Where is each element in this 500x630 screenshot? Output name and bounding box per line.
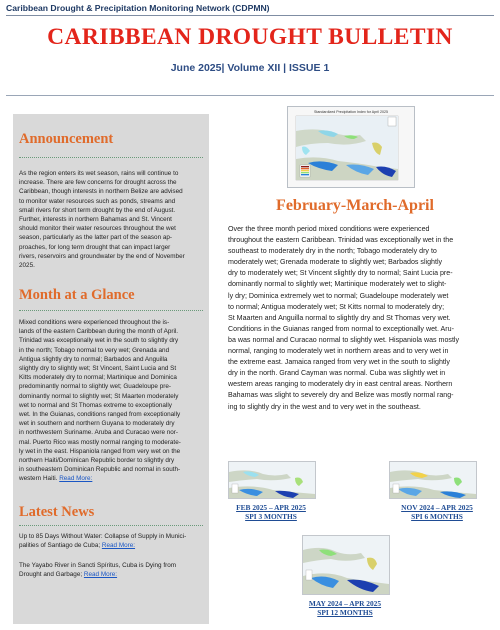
spi-april-map (287, 106, 415, 188)
news-item: The Yayabo River in Sancti Spíritus, Cuba is Dying from Drought and Garbage; Read More: (19, 562, 177, 579)
announcement-divider (19, 157, 203, 158)
month-at-glance-read-more-link[interactable]: Read More: (59, 475, 93, 483)
month-at-glance-heading: Month at a Glance (19, 287, 135, 303)
news-read-more-link[interactable]: Read More: (83, 571, 118, 579)
news-item: Up to 85 Days Without Water: Collapse of Supply in Munici- palities of Santiago de Cuba; Read More: (19, 533, 187, 550)
latest-news-divider (19, 525, 203, 526)
announcement-heading: Announcement (19, 131, 114, 147)
header-divider (6, 15, 494, 16)
spi-3-month-caption[interactable]: FEB 2025 – APR 2025 SPI 3 MONTHS (236, 503, 306, 522)
bulletin-title: CARIBBEAN DROUGHT BULLETIN (47, 24, 453, 50)
three-month-summary: Over the three month period mixed conditions were experienced throughout the eastern Caribbean. Trinidad was exceptionally wet in the southeast to moderately dry in the north; Tobago moderately dry to moderately wet; Grenada moderate to slightly wet; Barbados slightly dry to moderately wet; St Vincent slightly dry to normal; Saint Lucia pre- dominantly normal to slightly wet; Martinique moderately wet to slight- ly dry; Dominica extremely wet to normal; Guadeloupe moderately wet to normal; Antigua moderately wet; St Kitts normal to moderately dry; St Maarten and Anguilla normal to slightly dry and St Thomas very wet. Conditions in the Guianas ranged from normal to exceptionally wet. Aru- ba was normal and Curacao normal to slightly wet. Hispaniola was mostly normal, ranging to moderately wet in northern areas and to very wet in the extreme east. Jamaica ranged from very wet in the south to slightly dry in the north. Grand Cayman was normal. Cuba was slightly wet in western areas ranging to moderately dry in east central areas. Northern Bahamas was slight to severely dry and Belize was mostly normal rang- ing to slightly dry in the west and to very wet in the southeast. (228, 225, 460, 411)
month-at-glance-text: Mixed conditions were experienced throughout the is- lands of the eastern Caribbean during the month of April. Trinidad was exceptionally wet in the south to slightly dry in the north; Tobago normal to very wet; Grenada and Antigua slightly dry to normal; Barbados and Anguilla slightly dry to slightly wet; St Vincent, Saint Lucia and St Kitts moderately dry to normal; Martinique and Dominica predominantly normal to slightly wet; Guadeloupe pre- dominantly normal to slightly wet; St Maarten moderately wet to normal and St Thomas extreme to exceptionally wet. In the Guianas, conditions ranged from exceptionally wet in southern and northern Guyana to moderately dry in northwestern Suriname. Aruba and Curacao were nor- mal. Puerto Rico was mostly normal ranging to moderate- ly wet in the east. Hispaniola ranged from very wet on the northern Haiti/Dominican Republic border to slightly dry in southeastern Dominican Republic and normal in south- western Haiti. Read More: (19, 319, 181, 483)
announcement-text: As the region enters its wet season, rains will continue to increase. There are few concerns for drought across the Caribbean, though interests in northern Belize are advised to monitor water resources such as ponds, streams and small rivers for short term drought by the end of August. Further, interests in northern Bahamas and St. Vincent should monitor their water resources throughout the wet season, particularly as the latter part of the season ap- proaches, for long term drought that can impact larger rivers, reservoirs and groundwater by the end of November 2025. (19, 170, 185, 270)
issue-info: June 2025| Volume XII | ISSUE 1 (170, 62, 330, 74)
latest-news-heading: Latest News (19, 504, 95, 520)
news-read-more-link[interactable]: Read More: (101, 542, 136, 550)
month-at-glance-divider (19, 310, 203, 311)
header-bottom-divider (6, 95, 494, 96)
sidebar (13, 114, 209, 624)
main-map-title: Standardized Precipitation Index for April 2025 (314, 110, 388, 114)
spi-6-month-caption[interactable]: NOV 2024 – APR 2025 SPI 6 MONTHS (401, 503, 473, 522)
organization-name: Caribbean Drought & Precipitation Monitoring Network (CDPMN) (6, 3, 270, 13)
spi-6-month-map (389, 461, 477, 499)
spi-12-month-map (302, 535, 390, 595)
spi-12-month-caption[interactable]: MAY 2024 – APR 2025 SPI 12 MONTHS (308, 599, 382, 618)
section-title: February-March-April (276, 197, 434, 214)
spi-3-month-map (228, 461, 316, 499)
